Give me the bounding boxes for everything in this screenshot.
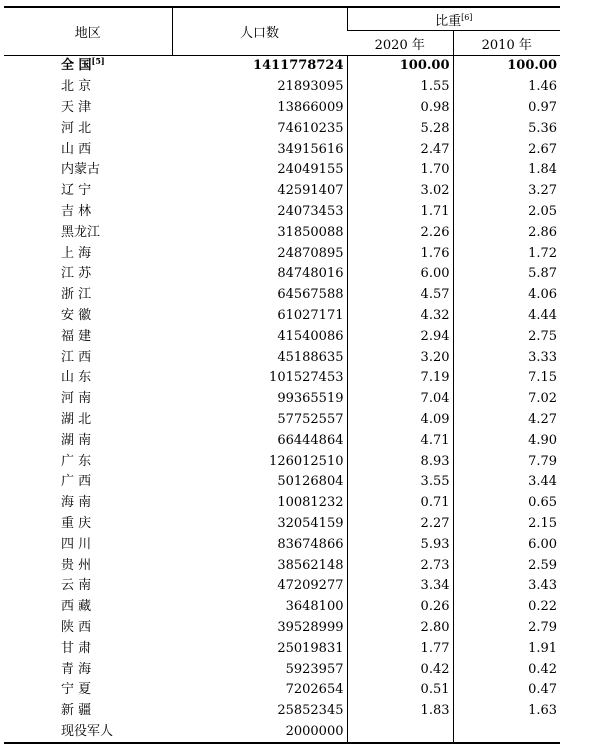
table-row: [4, 139, 560, 160]
region-name: 辽 宁: [61, 183, 92, 199]
cell-population: 83674866: [172, 534, 347, 555]
cell-region: [4, 701, 172, 722]
region-name: 山 西: [61, 141, 92, 157]
cell-region: [4, 472, 172, 493]
table-row: [4, 243, 560, 264]
table-row: [4, 430, 560, 451]
cell-ratio-2010: 0.47: [528, 682, 558, 698]
cell-population: 50126804: [172, 472, 347, 493]
region-name: 江 苏: [61, 266, 92, 282]
cell-region: [4, 410, 172, 431]
header-region: 地区: [4, 7, 172, 56]
table-row: [4, 451, 560, 472]
table-row: [4, 597, 560, 618]
region-name: 现役军人: [61, 723, 114, 739]
cell-population: 101527453: [172, 368, 347, 389]
population-table: [4, 6, 560, 744]
cell-region: [4, 285, 172, 306]
cell-ratio-2010: 2.86: [528, 224, 558, 240]
cell-ratio-2010: 1.84: [528, 162, 558, 178]
cell-ratio-2020: 4.32: [347, 306, 453, 327]
header-ratio-label: 比重: [435, 13, 462, 29]
cell-ratio-2010: 7.02: [528, 391, 558, 407]
cell-region: [4, 118, 172, 139]
cell-ratio-2020: 1.76: [347, 243, 453, 264]
cell-population: 47209277: [172, 576, 347, 597]
cell-ratio-2010: 2.59: [528, 557, 558, 573]
cell-region: [4, 576, 172, 597]
table-row: [4, 534, 560, 555]
region-name: 吉 林: [61, 203, 92, 219]
region-name: 广 东: [61, 453, 92, 469]
cell-region: [4, 264, 172, 285]
cell-region: [4, 555, 172, 576]
cell-region: [4, 368, 172, 389]
cell-population: 38562148: [172, 555, 347, 576]
cell-region: [4, 243, 172, 264]
region-name: 海 南: [61, 495, 92, 511]
region-name: 黑龙江: [61, 224, 101, 240]
cell-ratio-2020: 8.93: [347, 451, 453, 472]
table-row: [4, 368, 560, 389]
region-name: 湖 南: [61, 432, 92, 448]
table-row: [4, 222, 560, 243]
cell-region: [4, 722, 172, 744]
region-name: 安 徽: [61, 307, 92, 323]
cell-region: [4, 98, 172, 119]
table-row: [4, 493, 560, 514]
cell-region: [4, 638, 172, 659]
table-row: [4, 202, 560, 223]
cell-population: 32054159: [172, 514, 347, 535]
cell-region: [4, 77, 172, 98]
region-name: 江 西: [61, 349, 92, 365]
cell-population: 99365519: [172, 389, 347, 410]
header-year-2010: 2010 年: [453, 31, 560, 56]
cell-region: [4, 306, 172, 327]
cell-region: [4, 680, 172, 701]
region-name: 福 建: [61, 328, 92, 344]
cell-ratio-2010: 5.87: [528, 266, 558, 282]
cell-region: [4, 618, 172, 639]
region-name: 贵 州: [61, 557, 92, 573]
cell-region: [4, 430, 172, 451]
cell-population: 64567588: [172, 285, 347, 306]
cell-ratio-2010: 0.97: [528, 99, 558, 115]
table-row: [4, 347, 560, 368]
cell-population: 57752557: [172, 410, 347, 431]
cell-population: 74610235: [172, 118, 347, 139]
cell-population: 66444864: [172, 430, 347, 451]
cell-region: [4, 181, 172, 202]
region-name: 甘 肃: [61, 640, 92, 656]
cell-ratio-2020: 2.47: [347, 139, 453, 160]
cell-population: 1411778724: [172, 56, 347, 77]
cell-region: [4, 160, 172, 181]
cell-ratio-2010: 4.90: [528, 432, 558, 448]
cell-ratio-2020: 2.73: [347, 555, 453, 576]
cell-ratio-2010: 3.44: [528, 474, 558, 490]
cell-ratio-2020: 1.77: [347, 638, 453, 659]
cell-ratio-2020: 1.71: [347, 202, 453, 223]
table-row: [4, 659, 560, 680]
cell-ratio-2010: 7.79: [528, 453, 558, 469]
region-note: [5]: [91, 56, 105, 67]
region-name: 重 庆: [61, 515, 92, 531]
table-row: [4, 410, 560, 431]
cell-ratio-2020: 100.00: [347, 56, 453, 77]
region-name: 陕 西: [61, 619, 92, 635]
table-row: [4, 472, 560, 493]
cell-ratio-2020: 3.20: [347, 347, 453, 368]
cell-population: 34915616: [172, 139, 347, 160]
table-row: [4, 555, 560, 576]
cell-population: 25019831: [172, 638, 347, 659]
cell-ratio-2020: 0.71: [347, 493, 453, 514]
cell-population: 21893095: [172, 77, 347, 98]
table-row: [4, 326, 560, 347]
region-name: 广 西: [61, 474, 92, 490]
table-row: [4, 118, 560, 139]
cell-region: [4, 514, 172, 535]
cell-population: 24073453: [172, 202, 347, 223]
cell-region: [4, 659, 172, 680]
cell-population: 2000000: [172, 722, 347, 744]
cell-population: 84748016: [172, 264, 347, 285]
table-row: [4, 701, 560, 722]
table-row: [4, 285, 560, 306]
header-ratio: [347, 7, 560, 31]
region-name: 青 海: [61, 661, 92, 677]
table-row: [4, 576, 560, 597]
cell-ratio-2020: 3.34: [347, 576, 453, 597]
region-name: 四 川: [61, 536, 92, 552]
cell-population: 25852345: [172, 701, 347, 722]
cell-ratio-2010: 2.15: [528, 515, 558, 531]
region-name: 内蒙古: [61, 162, 101, 178]
cell-population: 3648100: [172, 597, 347, 618]
region-name: 湖 北: [61, 411, 92, 427]
cell-ratio-2020: 0.26: [347, 597, 453, 618]
cell-ratio-2010: 2.05: [528, 203, 558, 219]
cell-ratio-2010: 2.75: [528, 328, 558, 344]
table-row: [4, 160, 560, 181]
header-ratio-note: [6]: [461, 12, 473, 22]
cell-ratio-2020: 2.94: [347, 326, 453, 347]
table-row: [4, 389, 560, 410]
cell-population: 61027171: [172, 306, 347, 327]
cell-population: 31850088: [172, 222, 347, 243]
cell-ratio-2010: 0.65: [528, 495, 558, 511]
cell-population: 13866009: [172, 98, 347, 119]
cell-ratio-2010: 5.36: [528, 120, 558, 136]
cell-ratio-2010: 2.67: [528, 141, 558, 157]
region-name: 北 京: [61, 79, 92, 95]
cell-ratio-2020: 2.27: [347, 514, 453, 535]
region-name: 河 南: [61, 391, 92, 407]
cell-ratio-2010: 0.22: [528, 599, 558, 615]
cell-ratio-2020: 1.70: [347, 160, 453, 181]
region-name: 云 南: [61, 578, 92, 594]
cell-region: [4, 56, 172, 77]
table-row: [4, 514, 560, 535]
cell-region: [4, 534, 172, 555]
cell-ratio-2020: 1.55: [347, 77, 453, 98]
cell-ratio-2010: 3.33: [528, 349, 558, 365]
cell-ratio-2020: 4.57: [347, 285, 453, 306]
cell-ratio-2010: 4.27: [528, 411, 558, 427]
region-name: 天 津: [61, 99, 92, 115]
cell-ratio-2020: 5.28: [347, 118, 453, 139]
cell-region: [4, 597, 172, 618]
table-row: [4, 618, 560, 639]
table-row: [4, 264, 560, 285]
cell-region: [4, 326, 172, 347]
table-row: [4, 722, 560, 744]
cell-region: [4, 389, 172, 410]
table-row: [4, 77, 560, 98]
cell-population: 45188635: [172, 347, 347, 368]
cell-ratio-2010: 7.15: [528, 370, 558, 386]
cell-population: 41540086: [172, 326, 347, 347]
cell-region: [4, 202, 172, 223]
cell-population: 42591407: [172, 181, 347, 202]
cell-population: 7202654: [172, 680, 347, 701]
cell-ratio-2010: 6.00: [528, 536, 558, 552]
table-row: [4, 680, 560, 701]
cell-ratio-2020: 5.93: [347, 534, 453, 555]
cell-ratio-2020: 7.19: [347, 368, 453, 389]
table-body: [4, 56, 560, 744]
region-name: 上 海: [61, 245, 92, 261]
cell-ratio-2020: 4.71: [347, 430, 453, 451]
region-name: 全 国: [61, 58, 92, 74]
header-population: 人口数: [172, 7, 347, 56]
cell-ratio-2020: 3.55: [347, 472, 453, 493]
cell-ratio-2010: 100.00: [507, 58, 558, 74]
cell-ratio-2020: 4.09: [347, 410, 453, 431]
region-name: 西 藏: [61, 599, 92, 615]
cell-population: 24049155: [172, 160, 347, 181]
table-row: [4, 98, 560, 119]
cell-region: [4, 451, 172, 472]
cell-ratio-2020: 1.83: [347, 701, 453, 722]
cell-ratio-2010: 1.46: [528, 79, 558, 95]
cell-ratio-2010: 2.79: [528, 619, 558, 635]
cell-ratio-2010: 1.63: [528, 703, 558, 719]
cell-ratio-2010: 4.06: [528, 287, 558, 303]
region-name: 浙 江: [61, 287, 92, 303]
region-name: 山 东: [61, 370, 92, 386]
cell-ratio-2010: 4.44: [528, 307, 558, 323]
cell-population: 5923957: [172, 659, 347, 680]
cell-ratio-2010: 3.27: [528, 183, 558, 199]
cell-ratio-2010: 0.42: [528, 661, 558, 677]
cell-ratio-2010: 1.72: [528, 245, 558, 261]
cell-population: 24870895: [172, 243, 347, 264]
region-name: 新 疆: [61, 703, 92, 719]
region-name: 宁 夏: [61, 682, 92, 698]
cell-ratio-2010: 3.43: [528, 578, 558, 594]
cell-ratio-2020: 3.02: [347, 181, 453, 202]
cell-population: 10081232: [172, 493, 347, 514]
table-row: [4, 306, 560, 327]
cell-region: [4, 222, 172, 243]
table-row: [4, 638, 560, 659]
cell-region: [4, 347, 172, 368]
cell-region: [4, 139, 172, 160]
table-row: [4, 56, 560, 77]
table-header: [4, 7, 560, 56]
cell-ratio-2020: 0.98: [347, 98, 453, 119]
cell-ratio-2020: 2.26: [347, 222, 453, 243]
cell-ratio-2010: 1.91: [528, 640, 558, 656]
cell-population: 126012510: [172, 451, 347, 472]
cell-ratio-2020: 0.42: [347, 659, 453, 680]
table-row: [4, 181, 560, 202]
region-name: 河 北: [61, 120, 92, 136]
cell-ratio-2020: 7.04: [347, 389, 453, 410]
cell-ratio-2020: 6.00: [347, 264, 453, 285]
cell-ratio-2020: 0.51: [347, 680, 453, 701]
cell-ratio-2020: 2.80: [347, 618, 453, 639]
header-year-2020: 2020 年: [347, 31, 453, 56]
cell-population: 39528999: [172, 618, 347, 639]
cell-ratio-2020: [347, 722, 453, 744]
cell-ratio-2010: [453, 722, 560, 744]
cell-region: [4, 493, 172, 514]
